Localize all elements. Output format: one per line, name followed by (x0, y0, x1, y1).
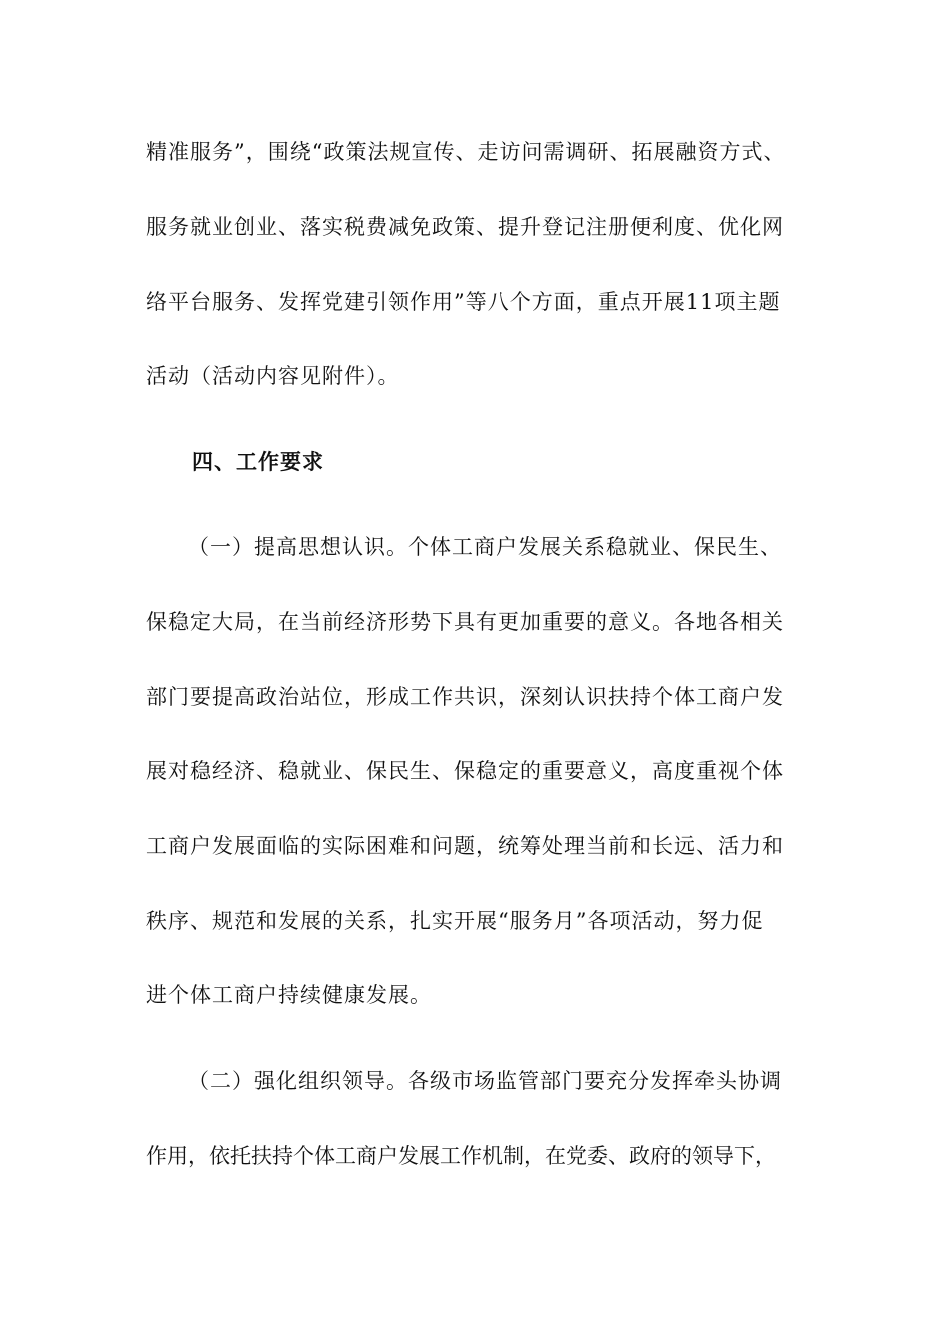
text-line: （一）提高思想认识。个体工商户发展关系稳就业、保民生、 (188, 535, 782, 559)
text-line: 作用，依托扶持个体工商户发展工作机制，在党委、政府的领导下， (146, 1144, 776, 1168)
text-line: 部门要提高政治站位，形成工作共识，深刻认识扶持个体工商户发 (146, 685, 784, 709)
text-line: 精准服务”，围绕“政策法规宣传、走访问需调研、拓展融资方式、 (146, 140, 786, 164)
text-line: 工商户发展面临的实际困难和问题，统筹处理当前和长远、活力和 (146, 834, 784, 858)
text-line: 络平台服务、发挥党建引领作用”等八个方面，重点开展11项主题 (146, 290, 781, 314)
text-line: 进个体工商户持续健康发展。 (146, 983, 432, 1007)
text-line: 秩序、规范和发展的关系，扎实开展“服务月”各项活动，努力促 (146, 909, 764, 933)
text-line: 服务就业创业、落实税费减免政策、提升登记注册便利度、优化网 (146, 215, 784, 239)
text-line: （二）强化组织领导。各级市场监管部门要充分发挥牵头协调 (188, 1069, 782, 1093)
text-line: 保稳定大局，在当前经济形势下具有更加重要的意义。各地各相关 (146, 610, 784, 634)
text-line: 展对稳经济、稳就业、保民生、保稳定的重要意义，高度重视个体 (146, 759, 784, 783)
text-line: 活动（活动内容见附件）。 (146, 364, 400, 388)
section-heading: 四、工作要求 (192, 450, 324, 474)
